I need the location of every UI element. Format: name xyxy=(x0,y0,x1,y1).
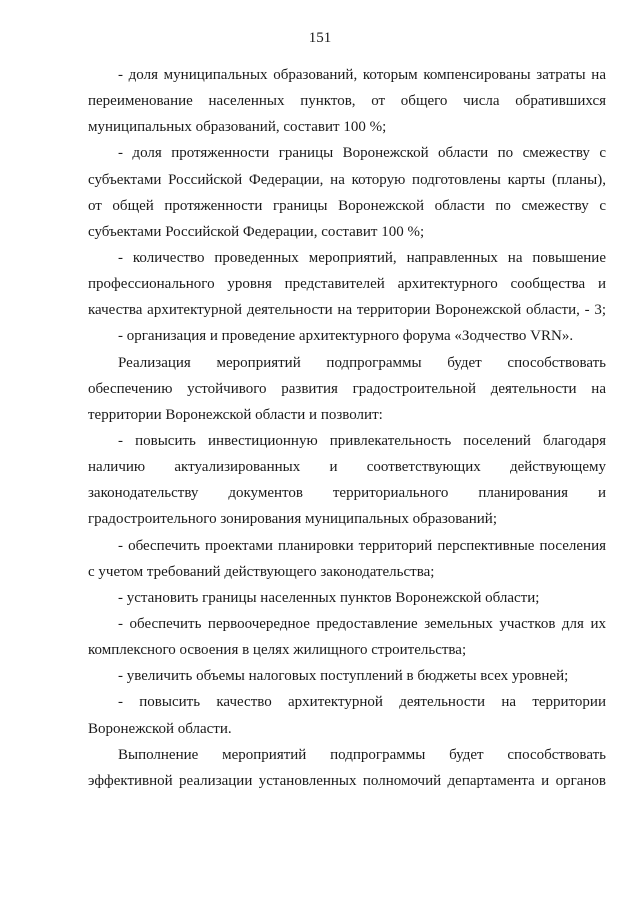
text-line: субъектами Российской Федерации, на которую подготовлены карты (планы), xyxy=(88,171,606,188)
text-line: комплексного освоения в целях жилищного строительства; xyxy=(88,642,467,659)
text-line: - организация и проведение архитектурного форума «Зодчество VRN». xyxy=(118,328,574,345)
text-line: с учетом требований действующего законодательства; xyxy=(88,563,435,580)
body-text xyxy=(88,62,606,794)
text-line: - установить границы населенных пунктов Воронежской области; xyxy=(118,589,540,606)
text-line: - количество проведенных мероприятий, направленных на повышение xyxy=(118,249,606,266)
text-line: Воронежской области. xyxy=(88,720,232,737)
text-line: - увеличить объемы налоговых поступлений в бюджеты всех уровней; xyxy=(118,668,569,685)
text-line: переименование населенных пунктов, от общего числа обратившихся xyxy=(88,93,606,110)
text-line: законодательству документов территориального планирования и xyxy=(88,485,606,502)
text-line: качества архитектурной деятельности на территории Воронежской области, - 3; xyxy=(88,302,606,319)
text-line: - повысить качество архитектурной деятельности на территории xyxy=(118,694,606,711)
text-line: - обеспечить первоочередное предоставление земельных участков для их xyxy=(118,615,606,632)
text-line: - доля муниципальных образований, которым компенсированы затраты на xyxy=(118,67,606,83)
text-line: - обеспечить проектами планировки территорий перспективные поселения xyxy=(118,537,606,554)
text-line: муниципальных образований, составит 100 %; xyxy=(88,119,387,136)
text-line: - доля протяженности границы Воронежской области по смежеству с xyxy=(118,145,606,162)
text-line: Реализация мероприятий подпрограммы будет способствовать xyxy=(118,354,606,371)
text-line: - повысить инвестиционную привлекательность поселений благодаря xyxy=(118,432,606,449)
text-line: субъектами Российской Федерации, составит 100 %; xyxy=(88,223,425,240)
text-line: территории Воронежской области и позволит: xyxy=(88,406,383,423)
text-line: наличию актуализированных и соответствующих действующему xyxy=(88,459,606,476)
page-number: 151 xyxy=(308,30,332,46)
text-line: от общей протяженности границы Воронежской области по смежеству с xyxy=(88,197,606,214)
text-line: градостроительного зонирования муниципальных образований; xyxy=(88,511,497,528)
text-line: обеспечению устойчивого развития градостроительной деятельности на xyxy=(88,380,606,397)
text-line: эффективной реализации установленных полномочий департамента и органов xyxy=(88,772,606,789)
text-line: Выполнение мероприятий подпрограммы будет способствовать xyxy=(118,746,606,763)
text-line: профессионального уровня представителей архитектурного сообщества и xyxy=(88,276,606,293)
